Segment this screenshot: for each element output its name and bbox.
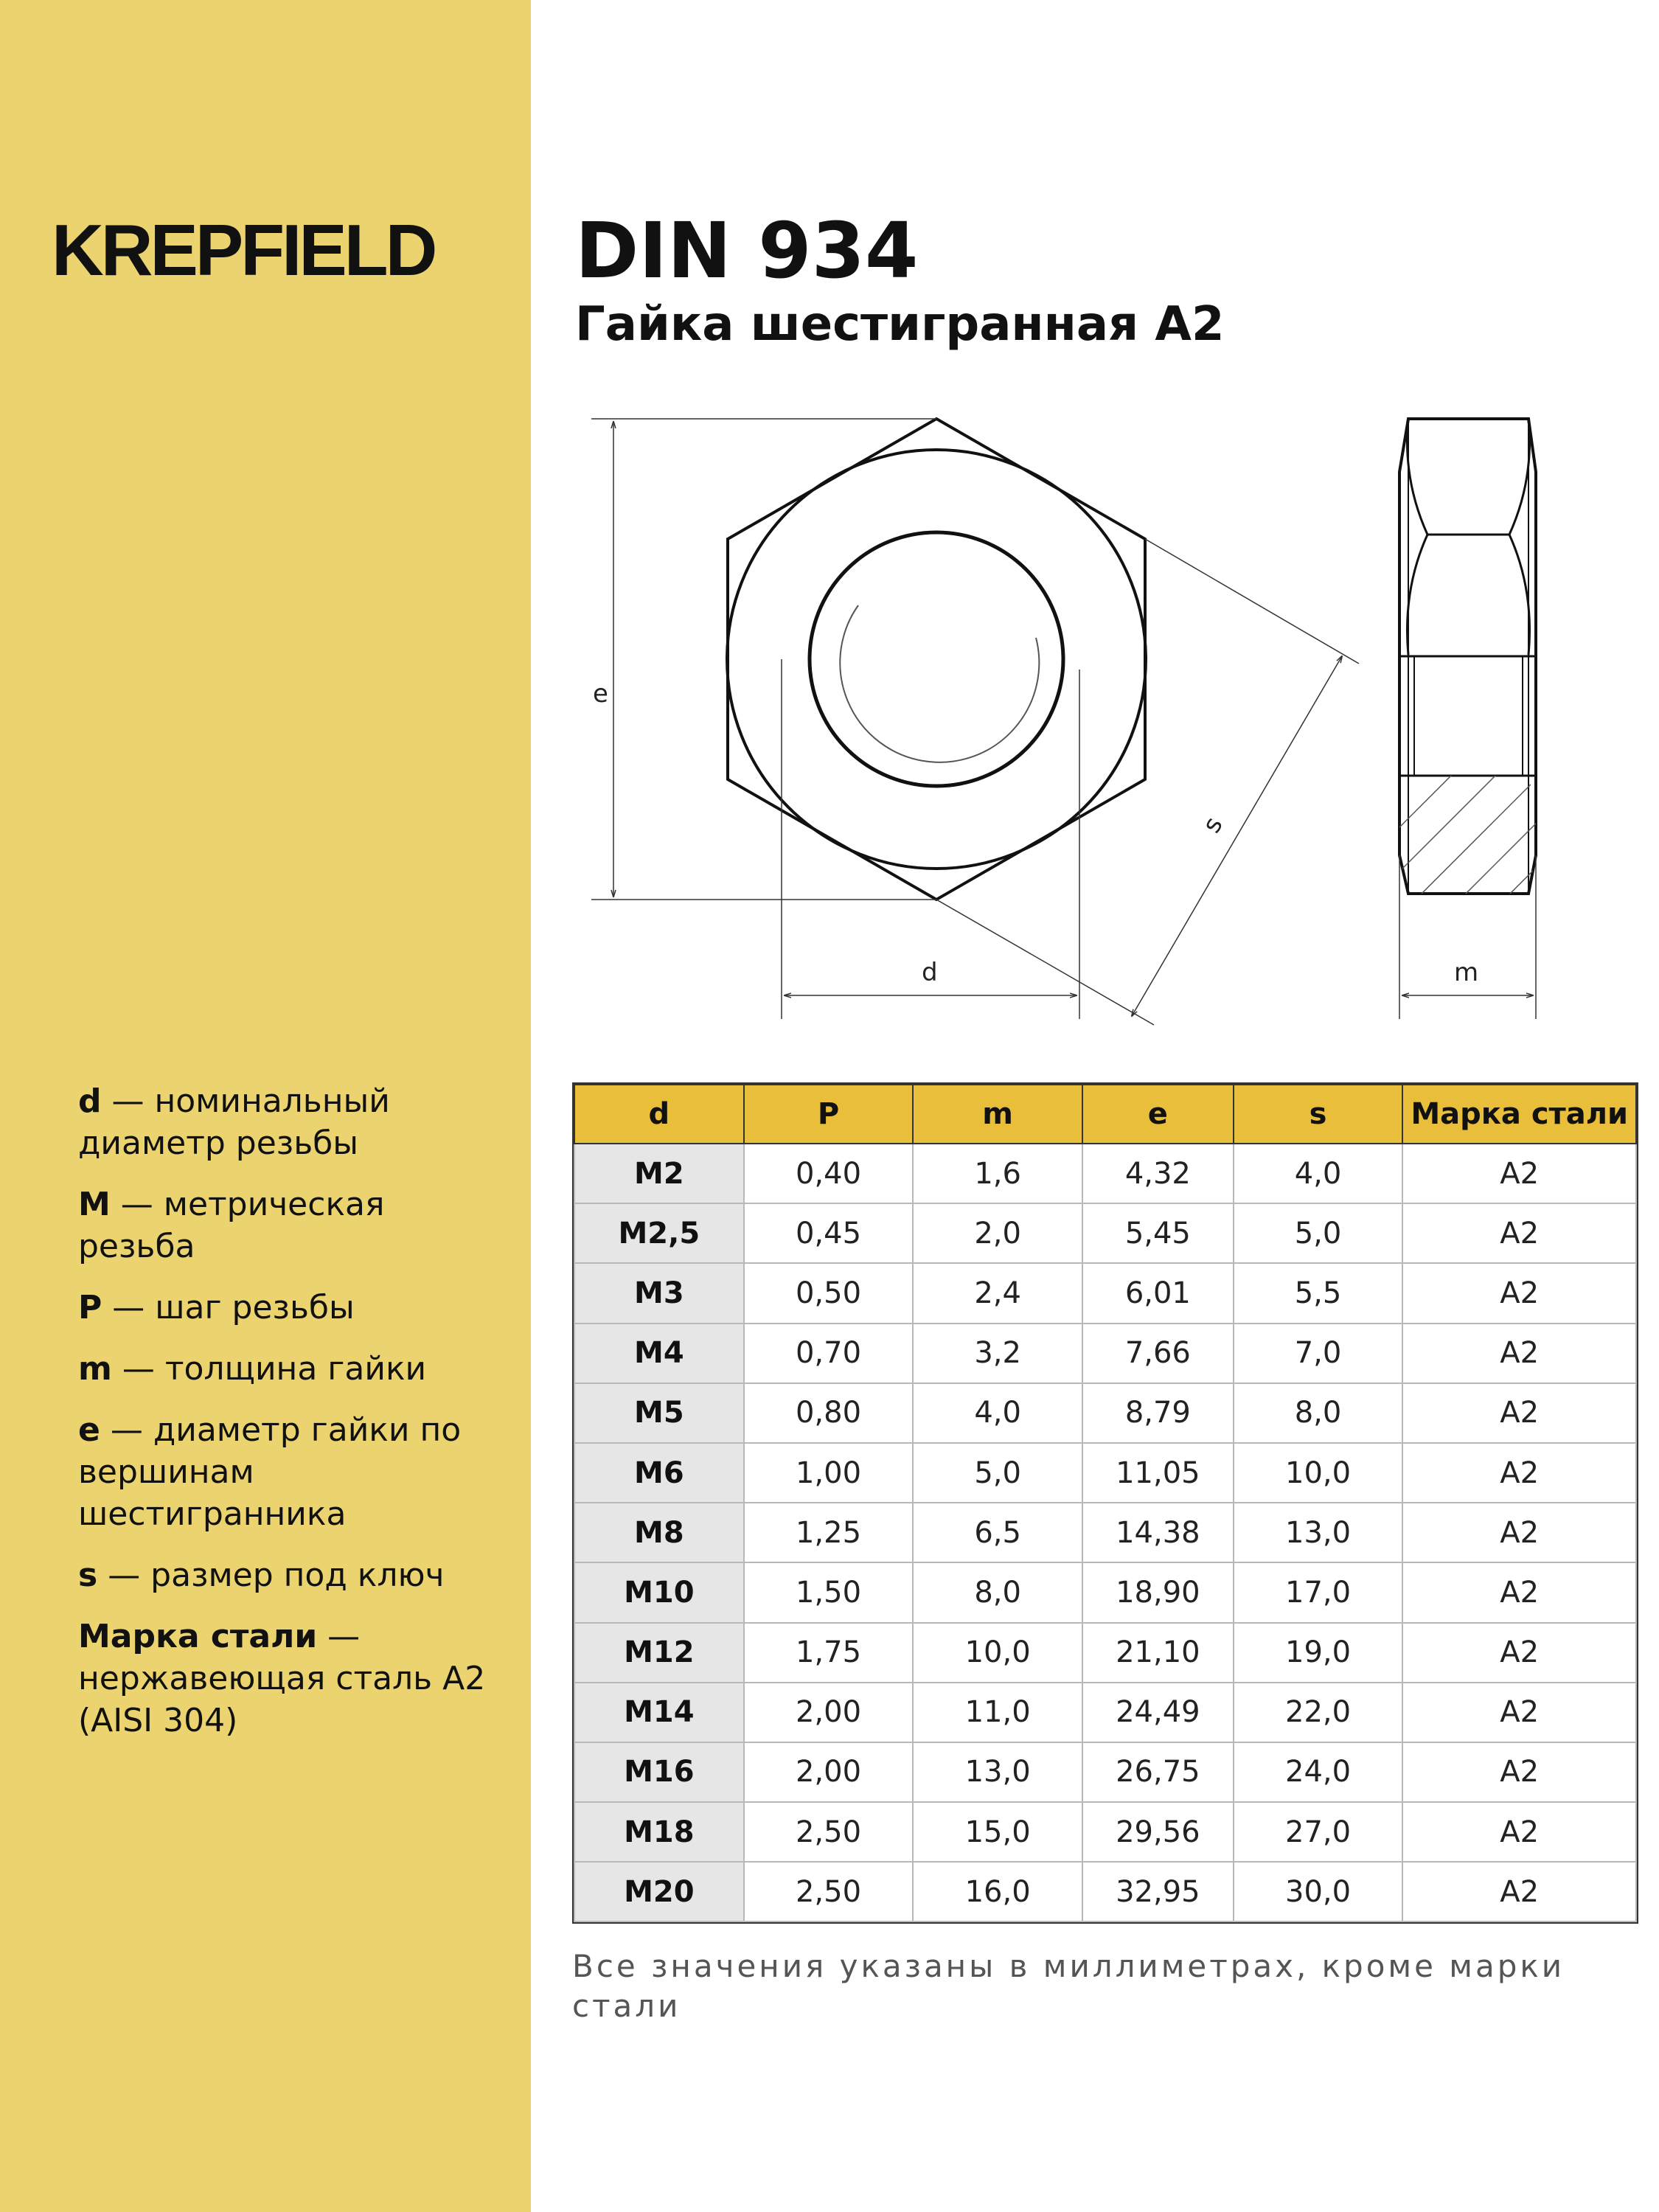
value-cell: A2 [1402,1203,1636,1263]
value-cell: A2 [1402,1742,1636,1802]
value-cell: 8,0 [1234,1383,1403,1443]
value-cell: 11,0 [913,1683,1082,1742]
value-cell: 3,2 [913,1324,1082,1383]
value-cell: 2,00 [744,1742,914,1802]
value-cell: 17,0 [1234,1562,1403,1622]
value-cell: A2 [1402,1623,1636,1683]
table-row [574,1623,1636,1683]
value-cell: 0,40 [744,1144,914,1203]
legend-desc: — метрическая резьба [78,1186,385,1265]
value-cell: 4,32 [1082,1144,1234,1203]
legend-term: d [78,1082,102,1120]
value-cell: 30,0 [1234,1862,1403,1921]
value-cell: 26,75 [1082,1742,1234,1802]
value-cell: 5,0 [913,1443,1082,1503]
size-cell: M4 [574,1324,744,1383]
sidebar-panel [0,0,531,2212]
footnote: Все значения указаны в миллиметрах, кроме марки стали [572,1948,1565,2024]
hex-outline [728,419,1145,900]
value-cell: 16,0 [913,1862,1082,1921]
value-cell: 0,45 [744,1203,914,1263]
brand-logo: KREPFIELD [52,209,435,291]
table-row [574,1862,1636,1921]
value-cell: A2 [1402,1383,1636,1443]
value-cell: 1,25 [744,1503,914,1562]
value-cell: 6,5 [913,1503,1082,1562]
legend-term: m [78,1350,112,1388]
value-cell: 8,0 [913,1562,1082,1622]
legend-item [78,1409,506,1535]
value-cell: 7,66 [1082,1324,1234,1383]
legend-desc: — диаметр гайки по вершинам шестигранника [78,1411,462,1533]
legend-term: s [78,1557,98,1594]
table-body [574,1144,1636,1921]
size-cell: M2 [574,1144,744,1203]
value-cell: 24,0 [1234,1742,1403,1802]
value-cell: 2,00 [744,1683,914,1742]
value-cell: 1,6 [913,1144,1082,1203]
table-row [574,1203,1636,1263]
value-cell: 27,0 [1234,1802,1403,1862]
page-title: DIN 934 [575,206,919,296]
value-cell: A2 [1402,1144,1636,1203]
table-row [574,1802,1636,1862]
value-cell: 6,01 [1082,1263,1234,1323]
size-cell: M14 [574,1683,744,1742]
size-cell: M8 [574,1503,744,1562]
legend-desc: — нержавеющая сталь A2 (AISI 304) [78,1618,486,1739]
legend-desc: — толщина гайки [111,1350,427,1388]
value-cell: 5,5 [1234,1263,1403,1323]
dimension-e [591,419,936,900]
value-cell: 13,0 [913,1742,1082,1802]
size-cell: M3 [574,1263,744,1323]
value-cell: 24,49 [1082,1683,1234,1742]
nut-technical-drawing [560,398,1593,1047]
side-view [1399,419,1536,894]
value-cell: 4,0 [913,1383,1082,1443]
size-cell: M16 [574,1742,744,1802]
table-row [574,1562,1636,1622]
value-cell: A2 [1402,1263,1636,1323]
dimension-m [1399,855,1536,1019]
value-cell: 15,0 [913,1802,1082,1862]
legend-item [78,1183,506,1267]
value-cell: 8,79 [1082,1383,1234,1443]
value-cell: 2,50 [744,1802,914,1862]
size-cell: M12 [574,1623,744,1683]
value-cell: 22,0 [1234,1683,1403,1742]
value-cell: 32,95 [1082,1862,1234,1921]
size-cell: M10 [574,1562,744,1622]
value-cell: 0,50 [744,1263,914,1323]
value-cell: 2,4 [913,1263,1082,1323]
size-cell: M2,5 [574,1203,744,1263]
value-cell: A2 [1402,1683,1636,1742]
front-view [727,419,1146,900]
washer-face-circle [727,450,1146,869]
column-header: Марка стали [1402,1085,1636,1144]
table-header-row [574,1085,1636,1144]
value-cell: 1,75 [744,1623,914,1683]
table-row [574,1144,1636,1203]
legend-desc: — размер под ключ [97,1557,445,1594]
legend-item [78,1080,506,1164]
size-cell: M20 [574,1862,744,1921]
size-cell: M5 [574,1383,744,1443]
legend-desc: — шаг резьбы [102,1289,355,1326]
legend-term: P [78,1289,102,1326]
table-row [574,1324,1636,1383]
value-cell: A2 [1402,1503,1636,1562]
column-header: P [744,1085,914,1144]
legend-item [78,1287,506,1329]
value-cell: 13,0 [1234,1503,1403,1562]
value-cell: 29,56 [1082,1802,1234,1862]
value-cell: 21,10 [1082,1623,1234,1683]
value-cell: A2 [1402,1862,1636,1921]
value-cell: 5,0 [1234,1203,1403,1263]
value-cell: 0,80 [744,1383,914,1443]
legend-term: e [78,1411,100,1449]
value-cell: 7,0 [1234,1324,1403,1383]
legend-desc: — номинальный диаметр резьбы [78,1082,390,1162]
column-header: s [1234,1085,1403,1144]
value-cell: 18,90 [1082,1562,1234,1622]
value-cell: A2 [1402,1443,1636,1503]
value-cell: 5,45 [1082,1203,1234,1263]
table-row [574,1443,1636,1503]
value-cell: 10,0 [1234,1443,1403,1503]
value-cell: 4,0 [1234,1144,1403,1203]
label-d: d [922,958,938,987]
page-subtitle: Гайка шестигранная А2 [575,297,1225,352]
thread-arc [840,605,1039,762]
table-row [574,1383,1636,1443]
bore-circle [810,532,1063,786]
column-header: d [574,1085,744,1144]
value-cell: 0,70 [744,1324,914,1383]
value-cell: A2 [1402,1324,1636,1383]
value-cell: 19,0 [1234,1623,1403,1683]
value-cell: 14,38 [1082,1503,1234,1562]
value-cell: 2,50 [744,1862,914,1921]
spec-table [574,1084,1637,1922]
label-e: e [593,679,608,709]
size-cell: M6 [574,1443,744,1503]
dimension-s [936,539,1359,1025]
table-row [574,1263,1636,1323]
value-cell: A2 [1402,1562,1636,1622]
column-header: e [1082,1085,1234,1144]
label-m: m [1454,958,1479,987]
column-header: m [913,1085,1082,1144]
value-cell: 1,00 [744,1443,914,1503]
value-cell: 10,0 [913,1623,1082,1683]
legend-term: M [78,1186,111,1223]
table-row [574,1503,1636,1562]
value-cell: 1,50 [744,1562,914,1622]
table-row [574,1742,1636,1802]
legend [78,1080,506,1761]
legend-item [78,1615,506,1742]
value-cell: 11,05 [1082,1443,1234,1503]
table-row [574,1683,1636,1742]
value-cell: A2 [1402,1802,1636,1862]
legend-item [78,1554,506,1596]
legend-term: Марка стали [78,1618,318,1655]
value-cell: 2,0 [913,1203,1082,1263]
size-cell: M18 [574,1802,744,1862]
legend-item [78,1348,506,1390]
label-s: s [1197,812,1229,838]
